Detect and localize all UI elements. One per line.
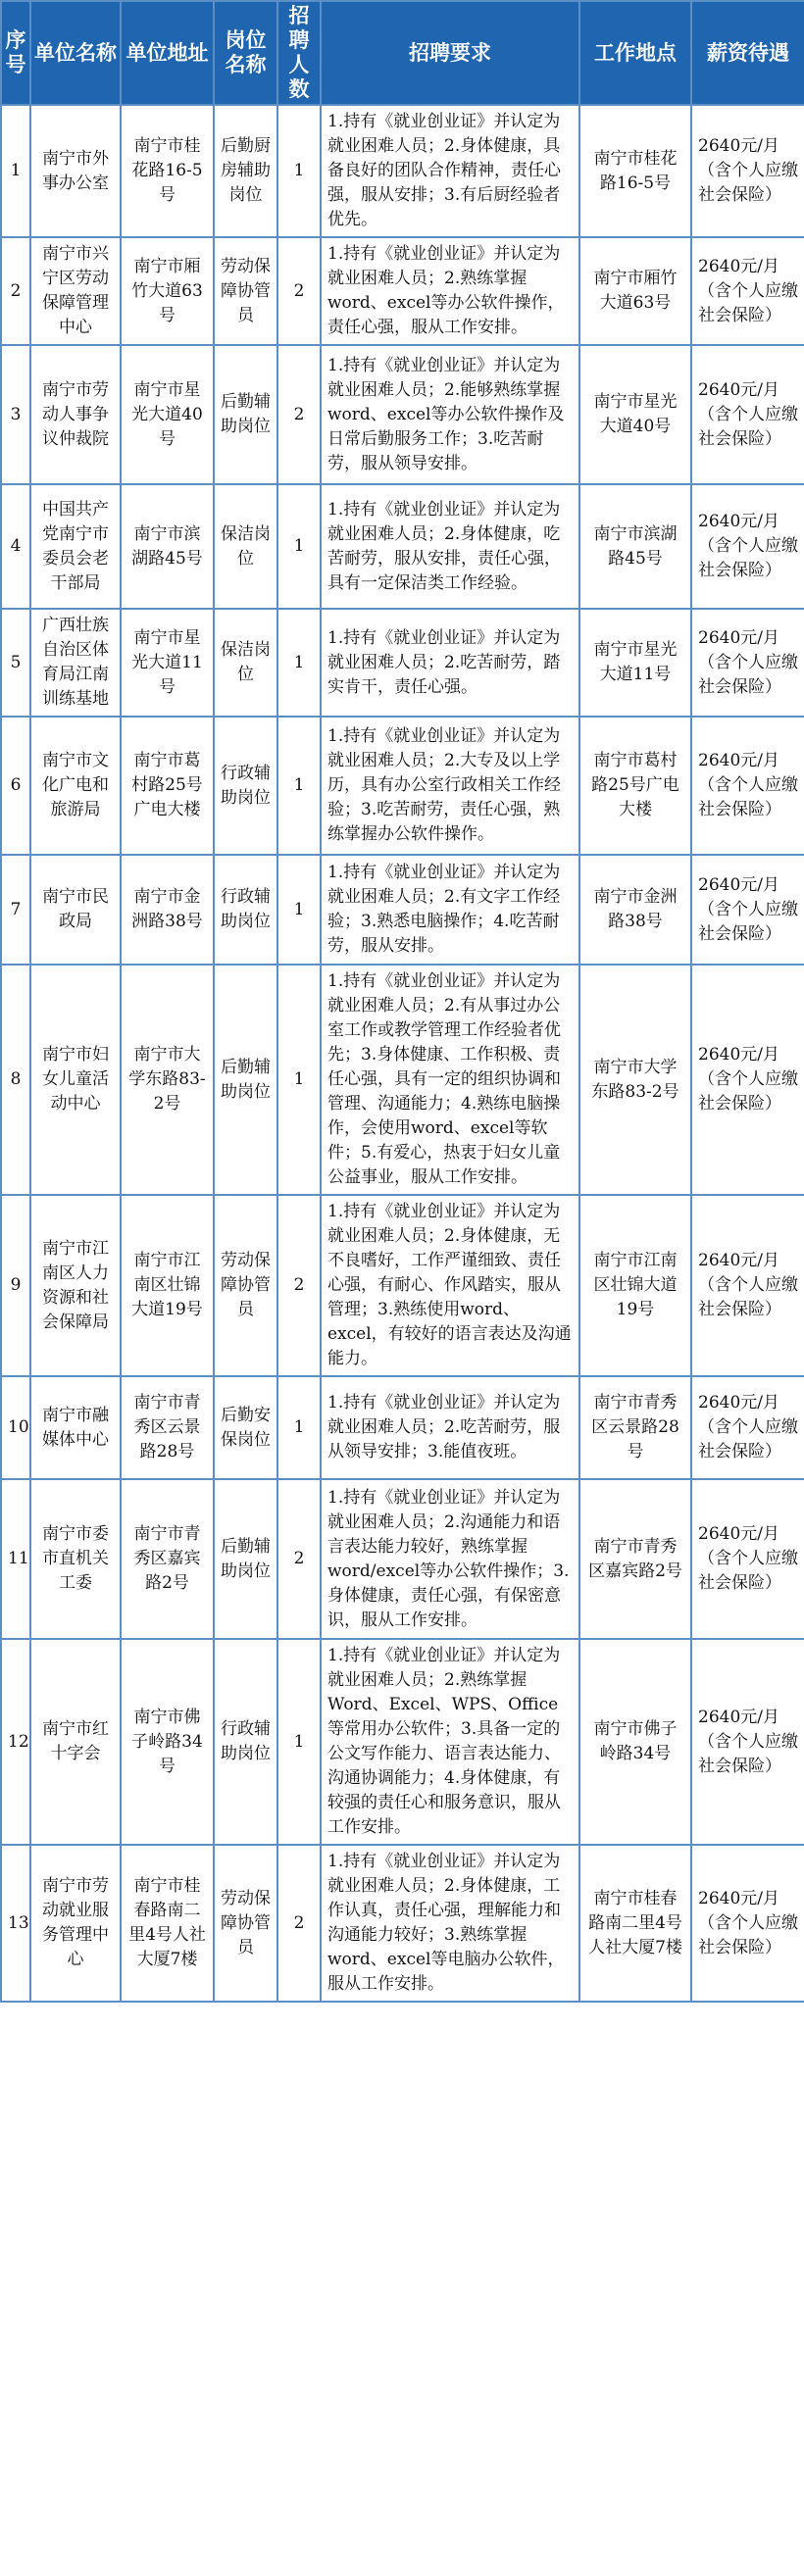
unit-address: 南宁市青秀区云景路28号 xyxy=(121,1376,214,1479)
hire-count: 1 xyxy=(277,1639,321,1845)
position-name: 行政辅助岗位 xyxy=(214,855,277,965)
requirements: 1.持有《就业创业证》并认定为就业困难人员；2.能够熟练掌握word、excel等办公软件操作及日常后勤服务工作；3.吃苦耐劳，服从领导安排。 xyxy=(321,345,579,484)
unit-name: 南宁市文化广电和旅游局 xyxy=(30,717,121,855)
row-number: 11 xyxy=(1,1479,30,1639)
unit-address: 南宁市江南区壮锦大道19号 xyxy=(121,1195,214,1376)
row-number: 5 xyxy=(1,609,30,717)
requirements: 1.持有《就业创业证》并认定为就业困难人员；2.吃苦耐劳，踏实肯干，责任心强。 xyxy=(321,609,579,717)
work-location: 南宁市金洲路38号 xyxy=(579,855,691,965)
salary: 2640元/月（含个人应缴社会保险） xyxy=(691,1639,804,1845)
table-row xyxy=(1,1639,804,1845)
header-no: 序号 xyxy=(1,1,30,105)
table-row xyxy=(1,717,804,855)
unit-address: 南宁市佛子岭路34号 xyxy=(121,1639,214,1845)
salary: 2640元/月（含个人应缴社会保险） xyxy=(691,717,804,855)
position-name: 保洁岗位 xyxy=(214,484,277,609)
row-number: 3 xyxy=(1,345,30,484)
table-row xyxy=(1,1479,804,1639)
unit-address: 南宁市厢竹大道63号 xyxy=(121,237,214,345)
position-name: 劳动保障协管员 xyxy=(214,237,277,345)
table-row xyxy=(1,237,804,345)
table-row xyxy=(1,965,804,1195)
work-location: 南宁市星光大道40号 xyxy=(579,345,691,484)
table-row xyxy=(1,1195,804,1376)
position-name: 后勤辅助岗位 xyxy=(214,345,277,484)
position-name: 劳动保障协管员 xyxy=(214,1845,277,2002)
salary: 2640元/月（含个人应缴社会保险） xyxy=(691,965,804,1195)
unit-address: 南宁市桂春路南二里4号人社大厦7楼 xyxy=(121,1845,214,2002)
row-number: 9 xyxy=(1,1195,30,1376)
hire-count: 2 xyxy=(277,1845,321,2002)
salary: 2640元/月（含个人应缴社会保险） xyxy=(691,345,804,484)
row-number: 1 xyxy=(1,105,30,237)
work-location: 南宁市桂花路16-5号 xyxy=(579,105,691,237)
table-row xyxy=(1,105,804,237)
work-location: 南宁市滨湖路45号 xyxy=(579,484,691,609)
unit-name: 南宁市劳动人事争议仲裁院 xyxy=(30,345,121,484)
position-name: 后勤厨房辅助岗位 xyxy=(214,105,277,237)
row-number: 6 xyxy=(1,717,30,855)
row-number: 12 xyxy=(1,1639,30,1845)
unit-name: 中国共产党南宁市委员会老干部局 xyxy=(30,484,121,609)
requirements: 1.持有《就业创业证》并认定为就业困难人员；2.身体健康，吃苦耐劳，服从安排，责任心强，具有一定保洁类工作经验。 xyxy=(321,484,579,609)
requirements: 1.持有《就业创业证》并认定为就业困难人员；2.身体健康，无不良嗜好，工作严谨细致、责任心强，有耐心、作风踏实，服从管理；3.熟练使用word、excel，有较好的语言表达及沟通能力。 xyxy=(321,1195,579,1376)
position-name: 保洁岗位 xyxy=(214,609,277,717)
hire-count: 2 xyxy=(277,345,321,484)
requirements: 1.持有《就业创业证》并认定为就业困难人员；2.沟通能力和语言表达能力较好，熟练掌握word/excel等办公软件操作；3.身体健康，责任心强，有保密意识，服从工作安排。 xyxy=(321,1479,579,1639)
header-count: 招聘人数 xyxy=(277,1,321,105)
requirements: 1.持有《就业创业证》并认定为就业困难人员；2.有从事过办公室工作或教学管理工作经验者优先；3.身体健康、工作积极、责任心强，具有一定的组织协调和管理、沟通能力；4.熟练电脑操作，会使用word、excel等软件；5.有爱心，热衷于妇女儿童公益事业，服从工作安排。 xyxy=(321,965,579,1195)
unit-name: 广西壮族自治区体育局江南训练基地 xyxy=(30,609,121,717)
work-location: 南宁市葛村路25号广电大楼 xyxy=(579,717,691,855)
row-number: 7 xyxy=(1,855,30,965)
table-row xyxy=(1,1376,804,1479)
salary: 2640元/月（含个人应缴社会保险） xyxy=(691,855,804,965)
unit-name: 南宁市妇女儿童活动中心 xyxy=(30,965,121,1195)
hire-count: 1 xyxy=(277,717,321,855)
work-location: 南宁市青秀区嘉宾路2号 xyxy=(579,1479,691,1639)
table-row xyxy=(1,484,804,609)
header-address: 单位地址 xyxy=(121,1,214,105)
unit-address: 南宁市星光大道40号 xyxy=(121,345,214,484)
table-row xyxy=(1,609,804,717)
salary: 2640元/月（含个人应缴社会保险） xyxy=(691,1479,804,1639)
hire-count: 1 xyxy=(277,1376,321,1479)
hire-count: 2 xyxy=(277,237,321,345)
table-body xyxy=(1,105,804,2002)
unit-name: 南宁市红十字会 xyxy=(30,1639,121,1845)
salary: 2640元/月（含个人应缴社会保险） xyxy=(691,237,804,345)
unit-address: 南宁市星光大道11号 xyxy=(121,609,214,717)
row-number: 2 xyxy=(1,237,30,345)
requirements: 1.持有《就业创业证》并认定为就业困难人员；2.大专及以上学历，具有办公室行政相关工作经验；3.吃苦耐劳，责任心强，熟练掌握办公软件操作。 xyxy=(321,717,579,855)
header-location: 工作地点 xyxy=(579,1,691,105)
unit-name: 南宁市兴宁区劳动保障管理中心 xyxy=(30,237,121,345)
work-location: 南宁市厢竹大道63号 xyxy=(579,237,691,345)
header-position: 岗位名称 xyxy=(214,1,277,105)
work-location: 南宁市桂春路南二里4号人社大厦7楼 xyxy=(579,1845,691,2002)
position-name: 后勤辅助岗位 xyxy=(214,965,277,1195)
salary: 2640元/月（含个人应缴社会保险） xyxy=(691,1195,804,1376)
unit-address: 南宁市青秀区嘉宾路2号 xyxy=(121,1479,214,1639)
salary: 2640元/月（含个人应缴社会保险） xyxy=(691,105,804,237)
position-name: 后勤安保岗位 xyxy=(214,1376,277,1479)
unit-address: 南宁市葛村路25号广电大楼 xyxy=(121,717,214,855)
salary: 2640元/月（含个人应缴社会保险） xyxy=(691,484,804,609)
hire-count: 1 xyxy=(277,105,321,237)
work-location: 南宁市大学东路83-2号 xyxy=(579,965,691,1195)
hire-count: 1 xyxy=(277,855,321,965)
unit-name: 南宁市委市直机关工委 xyxy=(30,1479,121,1639)
requirements: 1.持有《就业创业证》并认定为就业困难人员；2.身体健康，具备良好的团队合作精神，责任心强，服从安排；3.有后厨经验者优先。 xyxy=(321,105,579,237)
hire-count: 1 xyxy=(277,965,321,1195)
table-row xyxy=(1,1845,804,2002)
table-row xyxy=(1,855,804,965)
work-location: 南宁市星光大道11号 xyxy=(579,609,691,717)
salary: 2640元/月（含个人应缴社会保险） xyxy=(691,1376,804,1479)
unit-name: 南宁市江南区人力资源和社会保障局 xyxy=(30,1195,121,1376)
requirements: 1.持有《就业创业证》并认定为就业困难人员；2.吃苦耐劳，服从领导安排；3.能值夜班。 xyxy=(321,1376,579,1479)
header-requirements: 招聘要求 xyxy=(321,1,579,105)
hire-count: 2 xyxy=(277,1479,321,1639)
requirements: 1.持有《就业创业证》并认定为就业困难人员；2.熟练掌握word、excel等办公软件操作，责任心强，服从工作安排。 xyxy=(321,237,579,345)
position-name: 行政辅助岗位 xyxy=(214,717,277,855)
unit-address: 南宁市金洲路38号 xyxy=(121,855,214,965)
requirements: 1.持有《就业创业证》并认定为就业困难人员；2.有文字工作经验；3.熟悉电脑操作；4.吃苦耐劳，服从安排。 xyxy=(321,855,579,965)
work-location: 南宁市江南区壮锦大道19号 xyxy=(579,1195,691,1376)
row-number: 8 xyxy=(1,965,30,1195)
row-number: 13 xyxy=(1,1845,30,2002)
unit-address: 南宁市大学东路83-2号 xyxy=(121,965,214,1195)
position-name: 劳动保障协管员 xyxy=(214,1195,277,1376)
unit-name: 南宁市外事办公室 xyxy=(30,105,121,237)
unit-address: 南宁市滨湖路45号 xyxy=(121,484,214,609)
work-location: 南宁市佛子岭路34号 xyxy=(579,1639,691,1845)
work-location: 南宁市青秀区云景路28号 xyxy=(579,1376,691,1479)
row-number: 4 xyxy=(1,484,30,609)
requirements: 1.持有《就业创业证》并认定为就业困难人员；2.熟练掌握Word、Excel、WPS、Office等常用办公软件；3.具备一定的公文写作能力、语言表达能力、沟通协调能力；4.身体健康，有较强的责任心和服务意识，服从工作安排。 xyxy=(321,1639,579,1845)
position-name: 行政辅助岗位 xyxy=(214,1639,277,1845)
header-salary: 薪资待遇 xyxy=(691,1,804,105)
position-name: 后勤辅助岗位 xyxy=(214,1479,277,1639)
hire-count: 1 xyxy=(277,609,321,717)
header-row xyxy=(1,1,804,105)
row-number: 10 xyxy=(1,1376,30,1479)
hire-count: 2 xyxy=(277,1195,321,1376)
requirements: 1.持有《就业创业证》并认定为就业困难人员；2.身体健康，工作认真，责任心强，理解能力和沟通能力较好；3.熟练掌握word、excel等电脑办公软件，服从工作安排。 xyxy=(321,1845,579,2002)
salary: 2640元/月（含个人应缴社会保险） xyxy=(691,609,804,717)
header-unit: 单位名称 xyxy=(30,1,121,105)
unit-name: 南宁市劳动就业服务管理中心 xyxy=(30,1845,121,2002)
unit-name: 南宁市民政局 xyxy=(30,855,121,965)
unit-address: 南宁市桂花路16-5号 xyxy=(121,105,214,237)
hire-count: 1 xyxy=(277,484,321,609)
salary: 2640元/月（含个人应缴社会保险） xyxy=(691,1845,804,2002)
table-row xyxy=(1,345,804,484)
unit-name: 南宁市融媒体中心 xyxy=(30,1376,121,1479)
